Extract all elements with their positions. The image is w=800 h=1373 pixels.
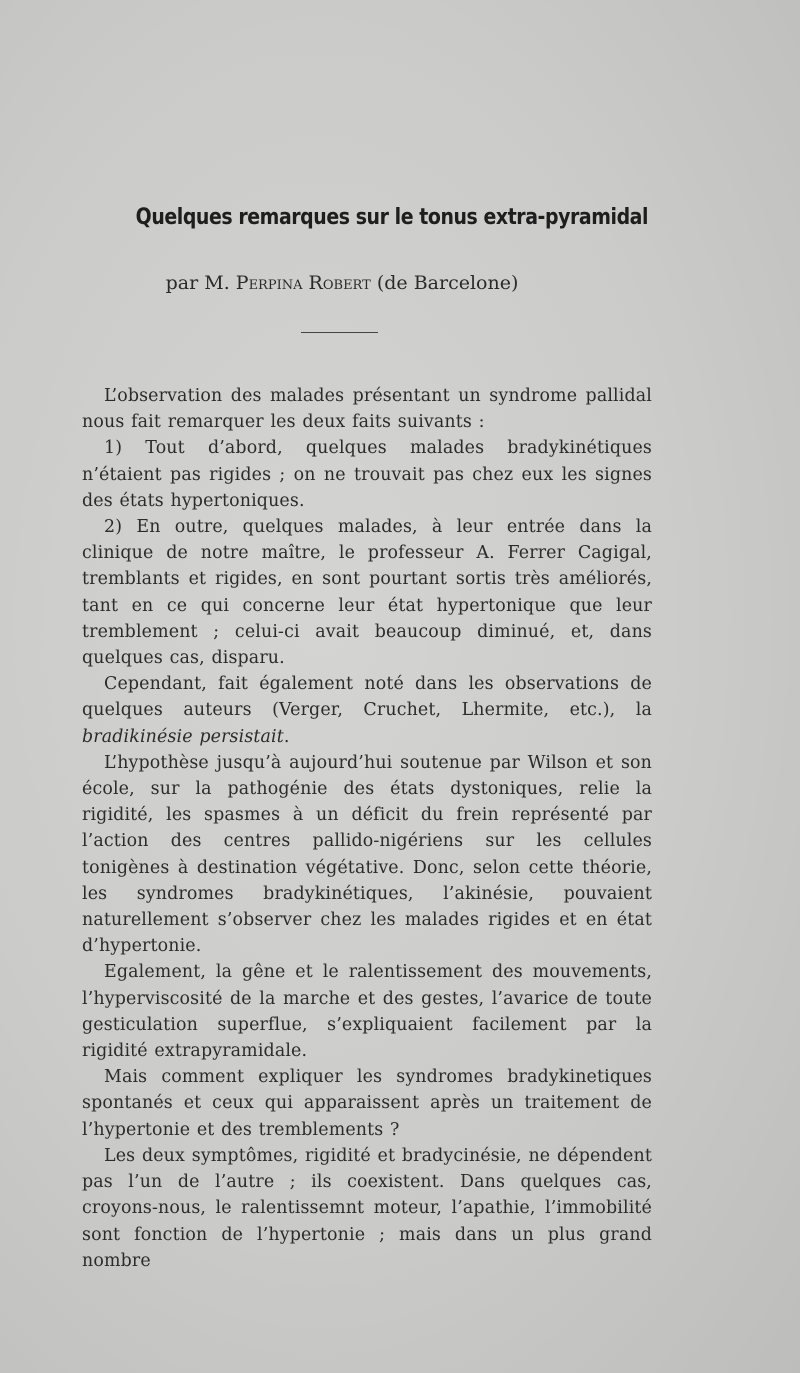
paragraph: Mais comment expliquer les syndromes bradykinetiques spontanés et ceux qui apparaissent après un traitement de l’hypertonie et des tremblements ? <box>82 1067 652 1140</box>
paragraph-text: . <box>283 726 290 747</box>
paragraph <box>82 671 652 750</box>
article-body <box>82 383 652 1274</box>
paragraph: Egalement, la gêne et le ralentissement des mouvements, l’hyperviscosité de la marche et des gestes, l’avarice de toute gesticulation superflue, s’expliquaient facilement par la rigidité extrapyramidale. <box>82 962 652 1062</box>
emphasized-term: bradikinésie persistait <box>82 726 284 747</box>
paragraph: L’observation des malades présentant un syndrome pallidal nous fait remarquer les deux faits suivants : <box>82 386 652 433</box>
paragraph: Les deux symptômes, rigidité et bradycinésie, ne dépendent pas l’un de l’autre ; ils coexistent. Dans quelques cas, croyons-nous, le ralentissemnt moteur, l’apathie, l’immobilité sont fonction de l’hypertonie ; mais dans un plus grand nombre <box>82 1145 652 1271</box>
byline-prefix: par M. <box>165 272 236 294</box>
author-last-name: Robert <box>308 272 371 294</box>
byline-affiliation: (de Barcelone) <box>370 272 519 294</box>
article-title: Quelques remarques sur le tonus extra-pyramidal <box>135 205 649 230</box>
article-byline <box>0 272 684 294</box>
paragraph: 2) En outre, quelques malades, à leur entrée dans la clinique de notre maître, le professeur A. Ferrer Cagigal, tremblants et rigides, en sont pourtant sortis très améliorés, tant en ce qui concerne leur état hypertonique que leur tremblement ; celui-ci avait beaucoup diminué, et, dans quelques cas, disparu. <box>82 517 652 669</box>
paragraph: L’hypothèse jusqu’à aujourd’hui soutenue par Wilson et son école, sur la pathogénie des états dystoniques, relie la rigidité, les spasmes à un déficit du frein représenté par l’action des centres pallido-nigériens sur les cellules tonigènes à destination végétative. Donc, selon cette théorie, les syndromes bradykinétiques, l’akinésie, pouvaient naturellement s’observer chez les malades rigides et en état d’hypertonie. <box>82 752 652 957</box>
title-divider <box>301 332 378 333</box>
author-first-name: Perpina <box>235 272 303 294</box>
paragraph: 1) Tout d’abord, quelques malades bradykinétiques n’étaient pas rigides ; on ne trouvait pas chez eux les signes des états hypertoniques. <box>82 438 652 511</box>
paragraph-text: Cependant, fait également noté dans les observations de quelques auteurs (Verger, Cruchet, Lhermite, etc.), la <box>82 674 652 721</box>
